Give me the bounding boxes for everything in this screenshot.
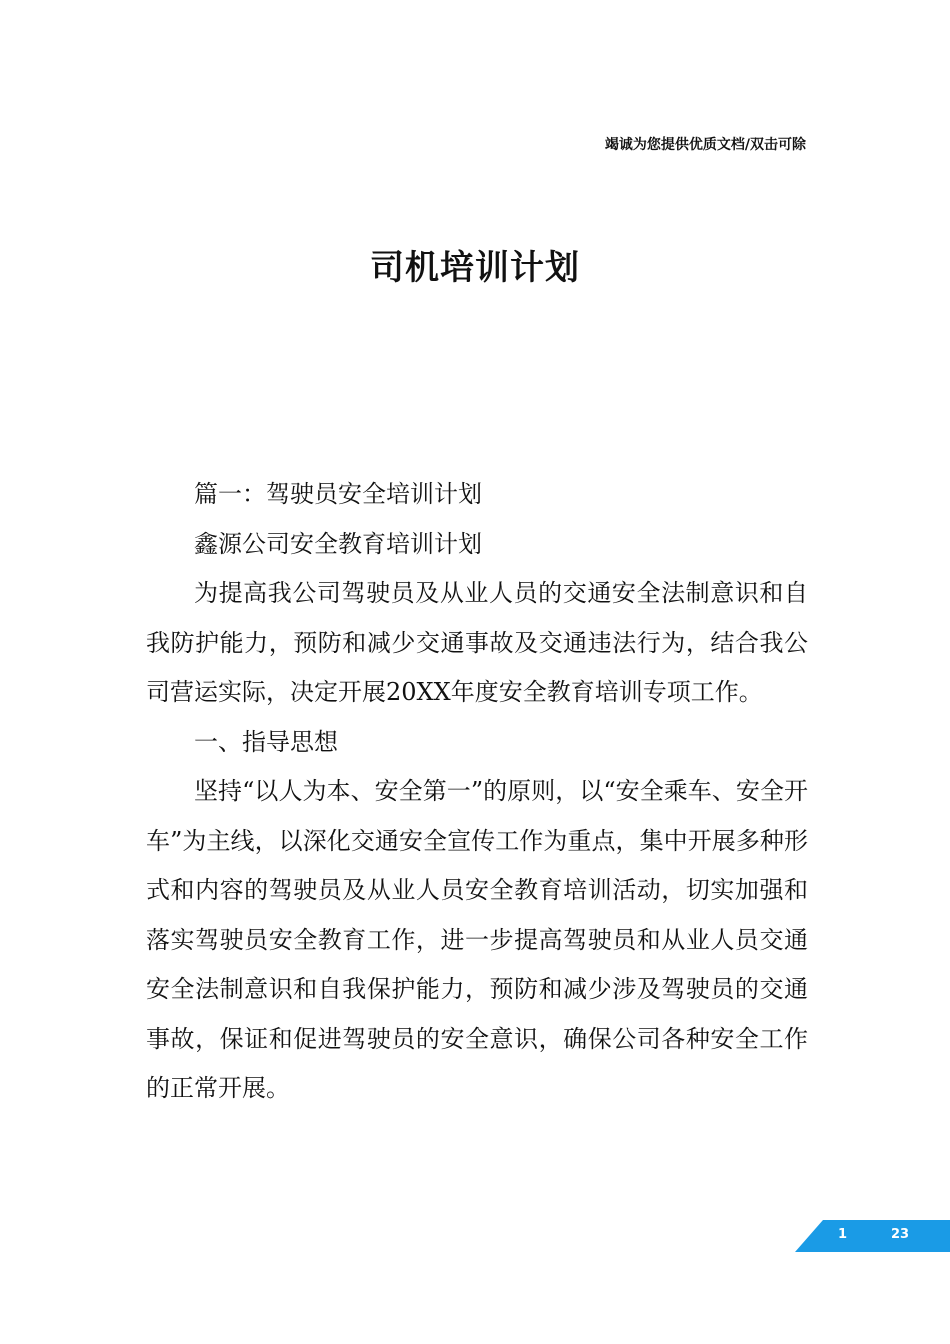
section-heading: 篇一：驾驶员安全培训计划 [194,480,482,508]
intro-paragraph: 为提高我公司驾驶员及从业人员的交通安全法制意识和自我防护能力，预防和减少交通事故及交通违法行为，结合我公司营运实际，决定开展20XX年度安全教育培训专项工作。 [146,579,808,706]
header-note: 竭诚为您提供优质文档/双击可除 [604,137,806,153]
footer-band [795,1220,950,1252]
plan-title: 鑫源公司安全教育培训计划 [194,529,482,558]
page-total: 23 [891,1227,910,1242]
guiding-thought-paragraph: 坚持“以人为本、安全第一”的原则，以“安全乘车、安全开车”为主线，以深化交通安全宣传工作为重点，集中开展多种形式和内容的驾驶员及从业人员安全教育培训活动，切实加强和落实驾驶员安全教育工作，进一步提高驾驶员和从业人员交通安全法制意识和自我保护能力，预防和减少涉及驾驶员的交通事故，保证和促进驾驶员的安全意识，确保公司各种安全工作的正常开展。 [146,777,808,1102]
page-number: 1 [838,1227,848,1242]
document-title: 司机培训计划 [370,248,580,288]
subsection-heading: 一、指导思想 [194,727,338,756]
document-body [146,470,808,1114]
